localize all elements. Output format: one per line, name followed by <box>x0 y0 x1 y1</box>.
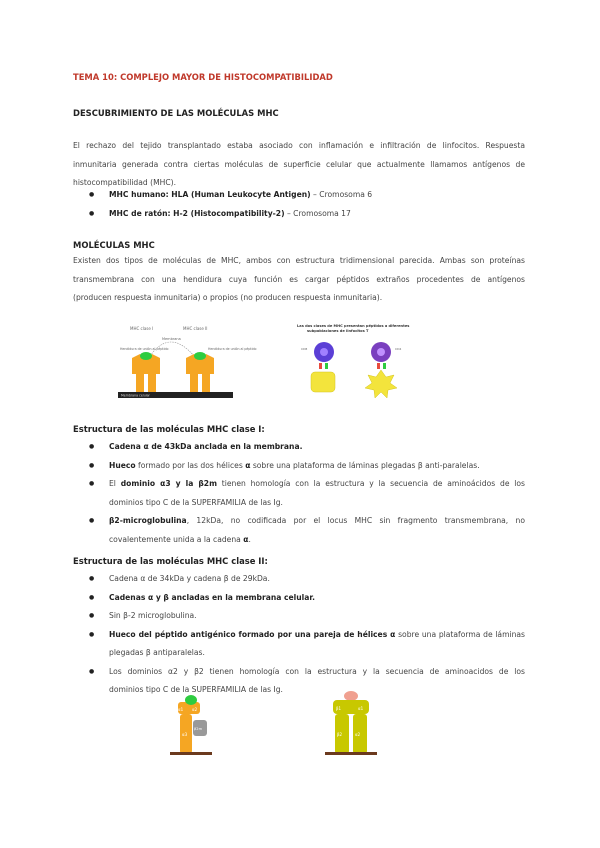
fig2-title-line: Las dos clases de MHC presentan péptidos a diferentes <box>297 324 410 328</box>
fig2-cd8: CD8 <box>301 347 308 351</box>
list-item-line: ● Hueco del péptido antigénico formado por una pareja de hélices α sobre una plataforma de láminas <box>109 629 526 639</box>
list-item-line: ● El dominio α3 y la β2m tienen homología con la estructura y la secuencia de aminoácidos de los <box>109 479 525 488</box>
mhc-class-i-shape <box>132 352 160 394</box>
paragraph-molecules <box>73 252 525 308</box>
bullet-list-class-i <box>73 438 525 549</box>
list-item <box>73 457 525 476</box>
list-item-line: ● Los dominios α2 y β2 tienen homología con la estructura y la secuencia de aminoacidos de los <box>109 666 525 676</box>
list-item-line: ● Hueco formado por las dos hélices α sobre una plataforma de láminas plegadas β anti-paralelas. <box>109 460 480 470</box>
fig1-label-pep-right: Hendidura de unión al péptido <box>208 347 257 351</box>
list-item-line: ● Cadenas α y β ancladas en la membrana celular. <box>109 592 315 602</box>
list-item-line: dominios tipo C de la SUPERFAMILIA de las Ig. <box>109 497 283 507</box>
paragraph-line: (producen respuesta inmunitaria) o propios (no producen respuesta inmunitaria). <box>73 293 383 302</box>
list-item <box>73 570 525 589</box>
fig3-label: α1 <box>358 706 364 711</box>
fig3-label: α1 <box>178 707 184 712</box>
list-item: ● MHC de ratón: H-2 (Histocompatibility-2) – Cromosoma 17 <box>73 205 525 224</box>
list-item-line: ● β2-microglobulina, 12kDa, no codificada por el locus MHC sin fragmento transmembrana, no <box>109 516 525 525</box>
fig2-title-line: subpoblaciones de linfocitos T <box>307 329 369 333</box>
fig1-label-center: Membrana <box>162 337 181 341</box>
section-heading-molecules: MOLÉCULAS MHC <box>73 240 155 250</box>
fig3-label: α3 <box>182 732 188 737</box>
paragraph-line: transmembrana con una hendidura cuya función es cargar péptidos extraños procedentes de antígenos <box>73 274 525 284</box>
list-item-line: ● Cadena α de 34kDa y cadena β de 29kDa. <box>109 574 270 583</box>
section-heading-discovery: DESCUBRIMIENTO DE LAS MOLÉCULAS MHC <box>73 108 279 118</box>
list-item <box>73 626 525 663</box>
fig1-label-left: MHC clase I <box>130 326 154 331</box>
bullet-list-mhc-species <box>73 186 525 223</box>
fig1-label-right: MHC clase II <box>183 326 208 331</box>
section-heading-class-i: Estructura de las moléculas MHC clase I: <box>73 424 265 434</box>
list-item <box>73 438 525 457</box>
list-item <box>73 512 525 549</box>
fig3-label: β2m <box>194 727 203 731</box>
paragraph-line: Existen dos tipos de moléculas de MHC, ambos con estructura tridimensional parecida. Ambas son proteínas <box>73 256 525 265</box>
document-title: TEMA 10: COMPLEJO MAYOR DE HISTOCOMPATIBILIDAD <box>73 72 333 82</box>
list-item-line: ● Sin β-2 microglobulina. <box>109 611 197 620</box>
fig1-label-pep-left: Hendidura de unión al péptido <box>120 347 169 351</box>
list-item-line: dominios tipo C de la SUPERFAMILIA de las Ig. <box>109 685 283 694</box>
class-i-domains <box>170 695 212 755</box>
list-item: ● MHC humano: HLA (Human Leukocyte Antigen) – Cromosoma 6 <box>73 186 525 205</box>
fig1-caption: Membrana celular <box>121 393 150 398</box>
fig2-cd4: CD4 <box>395 347 402 351</box>
list-item-line: covalentemente unida a la cadena α. <box>109 534 251 544</box>
fig3-label: β2 <box>337 732 343 737</box>
list-item <box>73 475 525 512</box>
class-ii-domains <box>325 691 377 755</box>
fig3-label: β1 <box>336 706 342 711</box>
list-item <box>73 589 525 608</box>
section-heading-class-ii: Estructura de las moléculas MHC clase II: <box>73 556 268 566</box>
list-item-line: ● Cadena α de 43kDa anclada en la membrana. <box>109 442 303 451</box>
bullet-list-class-ii <box>73 570 525 700</box>
paragraph-line: El rechazo del tejido transplantado estaba asociado con inflamación e infiltración de linfocitos. Respuesta <box>73 141 525 150</box>
mhc-class-ii-shape <box>186 352 214 394</box>
fig3-label: α2 <box>192 707 198 712</box>
figure-t-cell-presentation <box>295 322 435 404</box>
paragraph-line: histocompatibilidad (MHC). <box>73 178 177 187</box>
list-item-line: plegadas β antiparalelas. <box>109 648 205 657</box>
paragraph-discovery <box>73 137 525 193</box>
figure-domain-structures <box>170 686 380 776</box>
fig3-label: α2 <box>355 732 361 737</box>
figure-mhc-classes <box>118 320 258 406</box>
paragraph-line: inmunitaria generada contra ciertas moléculas de superficie celular que actualmente llamamos antígenos de <box>73 159 525 169</box>
list-item <box>73 607 525 626</box>
